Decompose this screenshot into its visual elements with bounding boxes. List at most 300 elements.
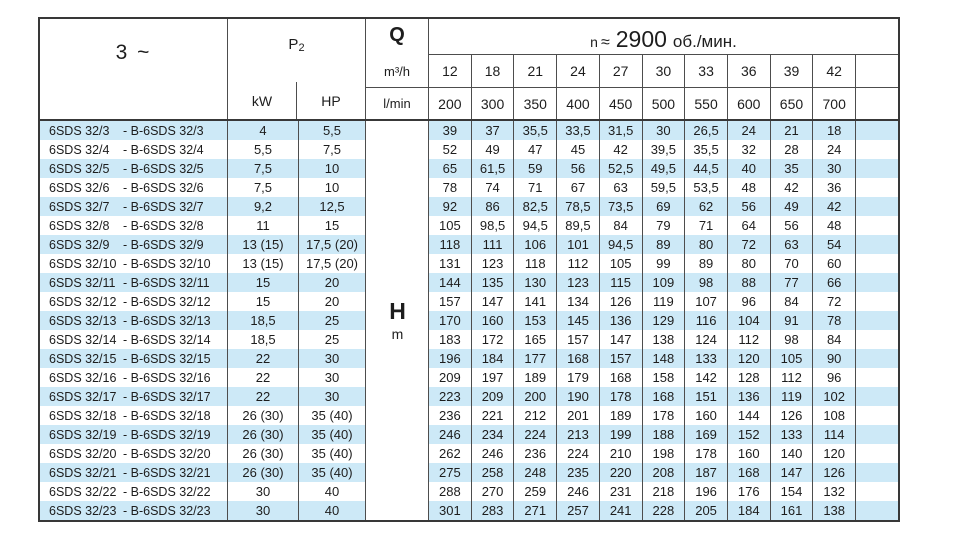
empty-cell — [856, 368, 898, 387]
table-row — [40, 463, 898, 482]
head-value-cell: 196 — [429, 349, 472, 368]
model-name-primary: 6SDS 32/21 — [49, 465, 117, 480]
head-value-cell: 118 — [514, 254, 557, 273]
head-value-cell: 157 — [557, 330, 600, 349]
head-value-cell: 132 — [813, 482, 856, 501]
model-name-secondary: - B-6SDS 32/19 — [123, 427, 211, 442]
head-value-cell: 153 — [514, 311, 557, 330]
hp-cell: 5,5 — [299, 121, 366, 140]
head-value-cell: 49,5 — [643, 159, 686, 178]
head-value-cell: 21 — [771, 121, 814, 140]
table-row — [40, 140, 898, 159]
hp-cell: 17,5 (20) — [299, 254, 366, 273]
head-value-cell: 188 — [643, 425, 686, 444]
head-value-cell: 52,5 — [600, 159, 643, 178]
head-value-cell: 140 — [771, 444, 814, 463]
p2-symbol: P — [288, 36, 299, 53]
empty-cell — [856, 501, 898, 520]
head-value-cell: 24 — [728, 121, 771, 140]
head-value-cell: 72 — [728, 235, 771, 254]
model-name-primary: 6SDS 32/10 — [49, 256, 117, 271]
table-row — [40, 501, 898, 520]
head-column-gap — [366, 273, 429, 292]
head-value-cell: 262 — [429, 444, 472, 463]
empty-cell — [856, 311, 898, 330]
head-value-cell: 42 — [813, 197, 856, 216]
head-value-cell: 120 — [728, 349, 771, 368]
head-value-cell: 199 — [600, 425, 643, 444]
pump-data-table — [38, 17, 900, 522]
head-value-cell: 40 — [728, 159, 771, 178]
hp-cell: 35 (40) — [299, 463, 366, 482]
head-value-cell: 115 — [600, 273, 643, 292]
head-value-cell: 259 — [514, 482, 557, 501]
flow-m3h-row — [429, 55, 898, 88]
head-column-gap — [366, 349, 429, 368]
head-value-cell: 236 — [514, 444, 557, 463]
flow-lmin-cell: 500 — [643, 88, 686, 119]
table-row — [40, 387, 898, 406]
head-value-cell: 84 — [600, 216, 643, 235]
head-value-cell: 56 — [557, 159, 600, 178]
head-value-cell: 80 — [728, 254, 771, 273]
model-cell — [40, 330, 228, 349]
q-header-cell — [366, 19, 429, 119]
model-name-secondary: - B-6SDS 32/3 — [123, 123, 204, 138]
head-value-cell: 26,5 — [685, 121, 728, 140]
empty-cell — [856, 444, 898, 463]
kw-cell: 22 — [228, 387, 299, 406]
table-row — [40, 178, 898, 197]
model-name-secondary: - B-6SDS 32/11 — [123, 275, 210, 290]
speed-section — [429, 19, 898, 119]
head-value-cell: 35,5 — [685, 140, 728, 159]
head-value-cell: 168 — [728, 463, 771, 482]
head-value-cell: 178 — [600, 387, 643, 406]
model-cell — [40, 387, 228, 406]
flow-lmin-cell: 700 — [813, 88, 856, 119]
kw-cell: 30 — [228, 501, 299, 520]
head-value-cell: 39 — [429, 121, 472, 140]
head-value-cell: 145 — [557, 311, 600, 330]
head-value-cell: 160 — [472, 311, 515, 330]
table-row — [40, 482, 898, 501]
head-value-cell: 152 — [728, 425, 771, 444]
head-value-cell: 82,5 — [514, 197, 557, 216]
kw-cell: 13 (15) — [228, 254, 299, 273]
model-cell — [40, 121, 228, 140]
model-name-primary: 6SDS 32/23 — [49, 503, 117, 518]
head-value-cell: 53,5 — [685, 178, 728, 197]
head-value-cell: 49 — [771, 197, 814, 216]
model-name-secondary: - B-6SDS 32/9 — [123, 237, 204, 252]
model-name-secondary: - B-6SDS 32/22 — [123, 484, 211, 499]
flow-m3h-cell: 27 — [600, 55, 643, 87]
head-value-cell: 112 — [771, 368, 814, 387]
head-value-cell: 45 — [557, 140, 600, 159]
flow-lmin-cell: 300 — [472, 88, 515, 119]
head-value-cell: 169 — [685, 425, 728, 444]
head-value-cell: 56 — [728, 197, 771, 216]
head-value-cell: 89 — [685, 254, 728, 273]
kw-cell: 26 (30) — [228, 463, 299, 482]
hp-cell: 10 — [299, 178, 366, 197]
head-value-cell: 109 — [643, 273, 686, 292]
p2-label — [228, 13, 365, 76]
flow-m3h-cell: 42 — [813, 55, 856, 87]
hp-cell: 40 — [299, 482, 366, 501]
head-value-cell: 136 — [600, 311, 643, 330]
head-value-cell: 106 — [514, 235, 557, 254]
empty-cell — [856, 406, 898, 425]
head-value-cell: 89 — [643, 235, 686, 254]
table-row — [40, 349, 898, 368]
hp-cell: 30 — [299, 349, 366, 368]
head-value-cell: 48 — [728, 178, 771, 197]
head-value-cell: 183 — [429, 330, 472, 349]
kw-cell: 30 — [228, 482, 299, 501]
head-value-cell: 157 — [600, 349, 643, 368]
flow-lmin-cell: 550 — [685, 88, 728, 119]
head-value-cell: 47 — [514, 140, 557, 159]
head-value-cell: 118 — [429, 235, 472, 254]
head-value-cell: 178 — [643, 406, 686, 425]
model-cell — [40, 349, 228, 368]
model-name-primary: 6SDS 32/8 — [49, 218, 110, 233]
head-value-cell: 91 — [771, 311, 814, 330]
table-row — [40, 254, 898, 273]
empty-cell — [856, 178, 898, 197]
head-value-cell: 190 — [557, 387, 600, 406]
head-value-cell: 160 — [685, 406, 728, 425]
head-value-cell: 99 — [643, 254, 686, 273]
hp-cell: 35 (40) — [299, 444, 366, 463]
hp-cell: 30 — [299, 387, 366, 406]
head-value-cell: 147 — [472, 292, 515, 311]
hp-cell: 40 — [299, 501, 366, 520]
table-row — [40, 216, 898, 235]
head-value-cell: 54 — [813, 235, 856, 254]
kw-cell: 18,5 — [228, 311, 299, 330]
speed-approx-sign: ≈ — [600, 34, 610, 51]
empty-cell — [856, 330, 898, 349]
kw-cell: 22 — [228, 349, 299, 368]
kw-cell: 26 (30) — [228, 406, 299, 425]
model-cell — [40, 254, 228, 273]
head-value-cell: 124 — [685, 330, 728, 349]
speed-unit: об./мин. — [672, 32, 737, 51]
table-row — [40, 368, 898, 387]
head-value-cell: 28 — [771, 140, 814, 159]
model-cell — [40, 501, 228, 520]
head-value-cell: 35,5 — [514, 121, 557, 140]
model-name-secondary: - B-6SDS 32/18 — [123, 408, 211, 423]
head-value-cell: 126 — [600, 292, 643, 311]
model-name-primary: 6SDS 32/15 — [49, 351, 117, 366]
model-name-secondary: - B-6SDS 32/6 — [123, 180, 204, 195]
head-value-cell: 101 — [557, 235, 600, 254]
head-value-cell: 224 — [557, 444, 600, 463]
model-name-primary: 6SDS 32/4 — [49, 142, 110, 157]
flow-lmin-cell: 650 — [771, 88, 814, 119]
empty-cell — [856, 88, 898, 119]
head-value-cell: 123 — [557, 273, 600, 292]
q-unit-lmin: l/min — [383, 96, 411, 111]
head-value-cell: 165 — [514, 330, 557, 349]
head-value-cell: 131 — [429, 254, 472, 273]
head-value-cell: 178 — [685, 444, 728, 463]
head-value-cell: 120 — [813, 444, 856, 463]
flow-lmin-cell: 600 — [728, 88, 771, 119]
flow-m3h-cell: 33 — [685, 55, 728, 87]
head-value-cell: 119 — [643, 292, 686, 311]
head-value-cell: 105 — [429, 216, 472, 235]
head-value-cell: 63 — [771, 235, 814, 254]
flow-lmin-cell: 200 — [429, 88, 472, 119]
table-row — [40, 159, 898, 178]
model-cell — [40, 178, 228, 197]
flow-m3h-cell: 39 — [771, 55, 814, 87]
head-value-cell: 59,5 — [643, 178, 686, 197]
head-column-gap — [366, 406, 429, 425]
head-value-cell: 220 — [600, 463, 643, 482]
empty-cell — [856, 159, 898, 178]
model-cell — [40, 482, 228, 501]
p2-subscript: 2 — [298, 41, 305, 54]
empty-cell — [856, 197, 898, 216]
model-name-secondary: - B-6SDS 32/8 — [123, 218, 204, 233]
head-column-gap — [366, 368, 429, 387]
empty-cell — [856, 216, 898, 235]
hp-cell: 25 — [299, 311, 366, 330]
head-value-cell: 98 — [685, 273, 728, 292]
head-value-cell: 248 — [514, 463, 557, 482]
head-column-gap — [366, 197, 429, 216]
kw-cell: 7,5 — [228, 178, 299, 197]
table-row — [40, 425, 898, 444]
table-row — [40, 235, 898, 254]
hp-cell: 35 (40) — [299, 425, 366, 444]
model-name-primary: 6SDS 32/6 — [49, 180, 110, 195]
head-value-cell: 123 — [472, 254, 515, 273]
head-value-cell: 134 — [557, 292, 600, 311]
head-value-cell: 42 — [771, 178, 814, 197]
p2-header-cell — [228, 19, 366, 119]
hp-cell: 30 — [299, 368, 366, 387]
head-value-cell: 210 — [600, 444, 643, 463]
head-column-gap — [366, 425, 429, 444]
kw-cell: 9,2 — [228, 197, 299, 216]
head-value-cell: 72 — [813, 292, 856, 311]
speed-symbol: n — [590, 34, 598, 50]
head-value-cell: 94,5 — [600, 235, 643, 254]
head-value-cell: 246 — [557, 482, 600, 501]
head-value-cell: 129 — [643, 311, 686, 330]
head-value-cell: 151 — [685, 387, 728, 406]
model-cell — [40, 444, 228, 463]
model-name-primary: 6SDS 32/5 — [49, 161, 110, 176]
head-value-cell: 126 — [771, 406, 814, 425]
kw-cell: 7,5 — [228, 159, 299, 178]
head-value-cell: 44,5 — [685, 159, 728, 178]
head-value-cell: 176 — [728, 482, 771, 501]
table-row — [40, 330, 898, 349]
head-value-cell: 189 — [600, 406, 643, 425]
head-value-cell: 73,5 — [600, 197, 643, 216]
head-value-cell: 70 — [771, 254, 814, 273]
model-cell — [40, 406, 228, 425]
head-value-cell: 212 — [514, 406, 557, 425]
head-column-gap — [366, 178, 429, 197]
head-value-cell: 200 — [514, 387, 557, 406]
head-value-cell: 179 — [557, 368, 600, 387]
head-value-cell: 170 — [429, 311, 472, 330]
head-value-cell: 78 — [429, 178, 472, 197]
model-cell — [40, 425, 228, 444]
head-value-cell: 18 — [813, 121, 856, 140]
head-value-cell: 160 — [728, 444, 771, 463]
head-value-cell: 283 — [472, 501, 515, 520]
model-cell — [40, 235, 228, 254]
model-name-primary: 6SDS 32/18 — [49, 408, 117, 423]
model-name-primary: 6SDS 32/12 — [49, 294, 117, 309]
head-value-cell: 158 — [643, 368, 686, 387]
model-name-secondary: - B-6SDS 32/23 — [123, 503, 211, 518]
head-value-cell: 112 — [557, 254, 600, 273]
hp-cell: 35 (40) — [299, 406, 366, 425]
flow-m3h-cell: 30 — [643, 55, 686, 87]
q-label: Q — [389, 24, 405, 46]
model-name-primary: 6SDS 32/22 — [49, 484, 117, 499]
flow-lmin-cell: 400 — [557, 88, 600, 119]
head-value-cell: 208 — [643, 463, 686, 482]
speed-header — [429, 19, 898, 55]
hp-cell: 15 — [299, 216, 366, 235]
kw-cell: 15 — [228, 292, 299, 311]
model-cell — [40, 292, 228, 311]
head-column-gap — [366, 292, 429, 311]
head-value-cell: 187 — [685, 463, 728, 482]
head-value-cell: 111 — [472, 235, 515, 254]
power-units-row — [228, 82, 365, 119]
head-value-cell: 89,5 — [557, 216, 600, 235]
head-value-cell: 24 — [813, 140, 856, 159]
head-column-gap — [366, 463, 429, 482]
kw-cell: 26 (30) — [228, 425, 299, 444]
head-value-cell: 141 — [514, 292, 557, 311]
kw-cell: 13 (15) — [228, 235, 299, 254]
model-name-secondary: - B-6SDS 32/12 — [123, 294, 211, 309]
head-value-cell: 112 — [728, 330, 771, 349]
head-column-gap — [366, 159, 429, 178]
kw-cell: 4 — [228, 121, 299, 140]
table-row — [40, 273, 898, 292]
head-value-cell: 142 — [685, 368, 728, 387]
flow-lmin-row — [429, 88, 898, 119]
head-column-label: H — [389, 297, 406, 324]
head-value-cell: 288 — [429, 482, 472, 501]
head-value-cell: 209 — [472, 387, 515, 406]
head-value-cell: 61,5 — [472, 159, 515, 178]
model-name-primary: 6SDS 32/7 — [49, 199, 110, 214]
head-value-cell: 172 — [472, 330, 515, 349]
head-value-cell: 144 — [728, 406, 771, 425]
model-name-secondary: - B-6SDS 32/13 — [123, 313, 211, 328]
model-cell — [40, 368, 228, 387]
head-value-cell: 42 — [600, 140, 643, 159]
head-value-cell: 223 — [429, 387, 472, 406]
head-value-cell: 108 — [813, 406, 856, 425]
head-value-cell: 107 — [685, 292, 728, 311]
phase-label: 3 ~ — [115, 41, 152, 64]
kw-cell: 22 — [228, 368, 299, 387]
head-value-cell: 235 — [557, 463, 600, 482]
head-value-cell: 246 — [472, 444, 515, 463]
model-cell — [40, 216, 228, 235]
model-name-secondary: - B-6SDS 32/7 — [123, 199, 204, 214]
table-row — [40, 406, 898, 425]
empty-cell — [856, 140, 898, 159]
table-body — [40, 121, 898, 520]
empty-cell — [856, 387, 898, 406]
kw-cell: 11 — [228, 216, 299, 235]
kw-cell: 15 — [228, 273, 299, 292]
head-value-cell: 148 — [643, 349, 686, 368]
model-name-secondary: - B-6SDS 32/15 — [123, 351, 211, 366]
model-cell — [40, 140, 228, 159]
head-value-cell: 231 — [600, 482, 643, 501]
flow-m3h-cell: 21 — [514, 55, 557, 87]
head-value-cell: 65 — [429, 159, 472, 178]
hp-cell: 12,5 — [299, 197, 366, 216]
head-value-cell: 84 — [771, 292, 814, 311]
empty-cell — [856, 425, 898, 444]
hp-cell: 17,5 (20) — [299, 235, 366, 254]
model-name-primary: 6SDS 32/20 — [49, 446, 117, 461]
model-name-secondary: - B-6SDS 32/5 — [123, 161, 204, 176]
flow-m3h-cell: 12 — [429, 55, 472, 87]
head-value-cell: 105 — [600, 254, 643, 273]
empty-cell — [856, 254, 898, 273]
model-name-primary: 6SDS 32/19 — [49, 427, 117, 442]
kw-cell: 18,5 — [228, 330, 299, 349]
table-row — [40, 292, 898, 311]
model-name-primary: 6SDS 32/16 — [49, 370, 117, 385]
model-name-primary: 6SDS 32/17 — [49, 389, 117, 404]
empty-cell — [856, 349, 898, 368]
head-value-cell: 209 — [429, 368, 472, 387]
head-value-cell: 86 — [472, 197, 515, 216]
model-cell — [40, 311, 228, 330]
head-value-cell: 96 — [728, 292, 771, 311]
head-value-cell: 136 — [728, 387, 771, 406]
head-value-cell: 30 — [813, 159, 856, 178]
head-value-cell: 197 — [472, 368, 515, 387]
head-value-cell: 79 — [643, 216, 686, 235]
empty-cell — [856, 121, 898, 140]
empty-cell — [856, 292, 898, 311]
empty-cell — [856, 273, 898, 292]
head-value-cell: 138 — [643, 330, 686, 349]
head-column-gap — [366, 216, 429, 235]
head-value-cell: 228 — [643, 501, 686, 520]
empty-cell — [856, 463, 898, 482]
head-value-cell: 59 — [514, 159, 557, 178]
head-value-cell: 98,5 — [472, 216, 515, 235]
head-column-gap — [366, 254, 429, 273]
model-name-primary: 6SDS 32/14 — [49, 332, 117, 347]
head-value-cell: 37 — [472, 121, 515, 140]
